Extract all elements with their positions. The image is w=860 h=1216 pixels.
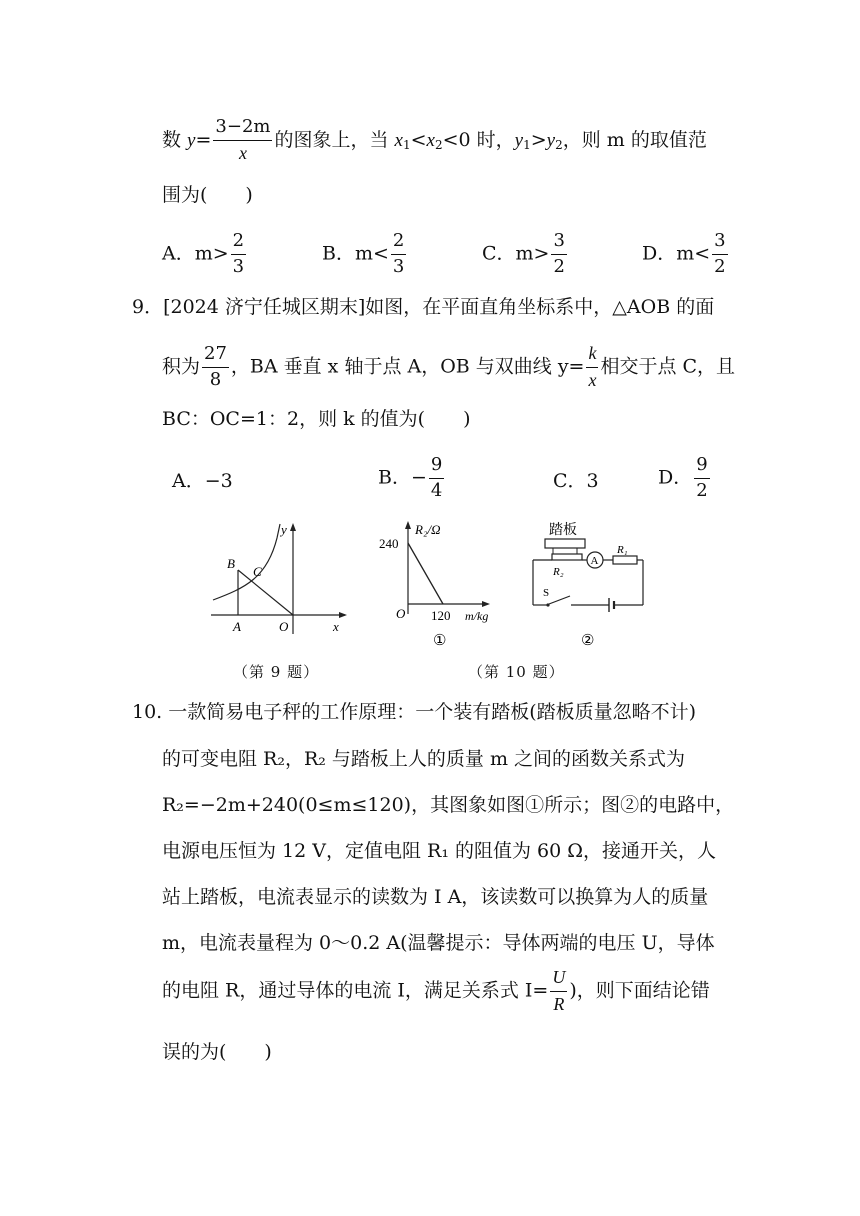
r1-label: R₁ [617, 544, 628, 556]
r2-label: R₂ [553, 566, 564, 578]
graph-origin: O [396, 606, 406, 621]
q8-option-a[interactable]: A．m> $\frac{2}{3}$ [162, 230, 245, 277]
q8-line1: 数 y= $\frac{3-2m}{x}$ 的图象上，当 $x_1<x_2<0$ 时，$y_1>y_2$，则 m 的取值范 [162, 116, 707, 163]
graph-x-tick: 120 [431, 608, 451, 623]
q9-option-c[interactable]: C．3 [553, 470, 599, 492]
q10-line5: 站上踏板，电流表显示的读数为 I A，该读数可以换算为人的质量 [162, 886, 709, 908]
ammeter-label: A [590, 555, 599, 567]
graph-tag: ① [433, 633, 447, 649]
caption-q10: （第 10 题） [468, 663, 565, 681]
label-c: C [253, 564, 262, 579]
switch-label: S [543, 587, 550, 599]
figure-q10-circuit [525, 514, 655, 654]
figure-q10-graph [375, 518, 505, 653]
q9-line2: 积为 $\frac{27}{8}$ ，BA 垂直 x 轴于点 A，OB 与双曲线 y= $\frac{k}{x}$ 相交于点 C，且 [162, 343, 736, 390]
q9-option-d[interactable]: D． $\frac{9}{2}$ [658, 454, 708, 501]
graph-y-tick: 240 [379, 536, 399, 551]
q8-fraction: $\frac{3-2m}{x}$ [215, 116, 271, 163]
q10-line1: 10. 一款简易电子秤的工作原理：一个装有踏板(踏板质量忽略不计) [132, 701, 697, 723]
graph-x-label: m/kg [465, 609, 489, 623]
q8-option-b[interactable]: B．m< $\frac{2}{3}$ [322, 230, 405, 277]
q10-line2: 的可变电阻 R₂，R₂ 与踏板上人的质量 m 之间的函数关系式为 [162, 748, 686, 770]
q9-option-a[interactable]: A．−3 [172, 470, 233, 492]
circuit-tag: ② [581, 633, 595, 649]
q9-line3: BC：OC=1：2，则 k 的值为( ) [162, 408, 471, 430]
q8-option-d[interactable]: D．m< $\frac{3}{2}$ [642, 230, 726, 277]
board-label: 踏板 [549, 523, 577, 538]
caption-q9: （第 9 题） [233, 663, 320, 681]
figure-q9 [205, 518, 355, 638]
q9-line1: 9．[2024 济宁任城区期末]如图，在平面直角坐标系中，△AOB 的面 [132, 296, 715, 318]
q8-line2: 围为( ) [162, 184, 253, 206]
graph-y-label: R₂/Ω [415, 522, 441, 537]
label-o: O [279, 619, 289, 634]
q9-option-b[interactable]: B．− $\frac{9}{4}$ [378, 454, 443, 501]
label-a: A [233, 619, 241, 634]
label-y: y [281, 522, 287, 537]
q8-option-c[interactable]: C．m> $\frac{3}{2}$ [482, 230, 565, 277]
q10-line7: 的电阻 R，通过导体的电流 I，满足关系式 I= $\frac{U}{R}$ )，则下面结论错 [162, 967, 710, 1014]
label-b: B [227, 556, 235, 571]
q10-line6: m，电流表量程为 0～0.2 A(温馨提示：导体两端的电压 U，导体 [162, 932, 715, 954]
q10-line3: R₂=−2m+240(0≤m≤120)，其图象如图①所示；图②的电路中， [162, 794, 735, 816]
label-x: x [333, 619, 339, 634]
q10-line8: 误的为( ) [162, 1041, 272, 1063]
q10-line4: 电源电压恒为 12 V，定值电阻 R₁ 的阻值为 60 Ω，接通开关，人 [162, 840, 716, 862]
